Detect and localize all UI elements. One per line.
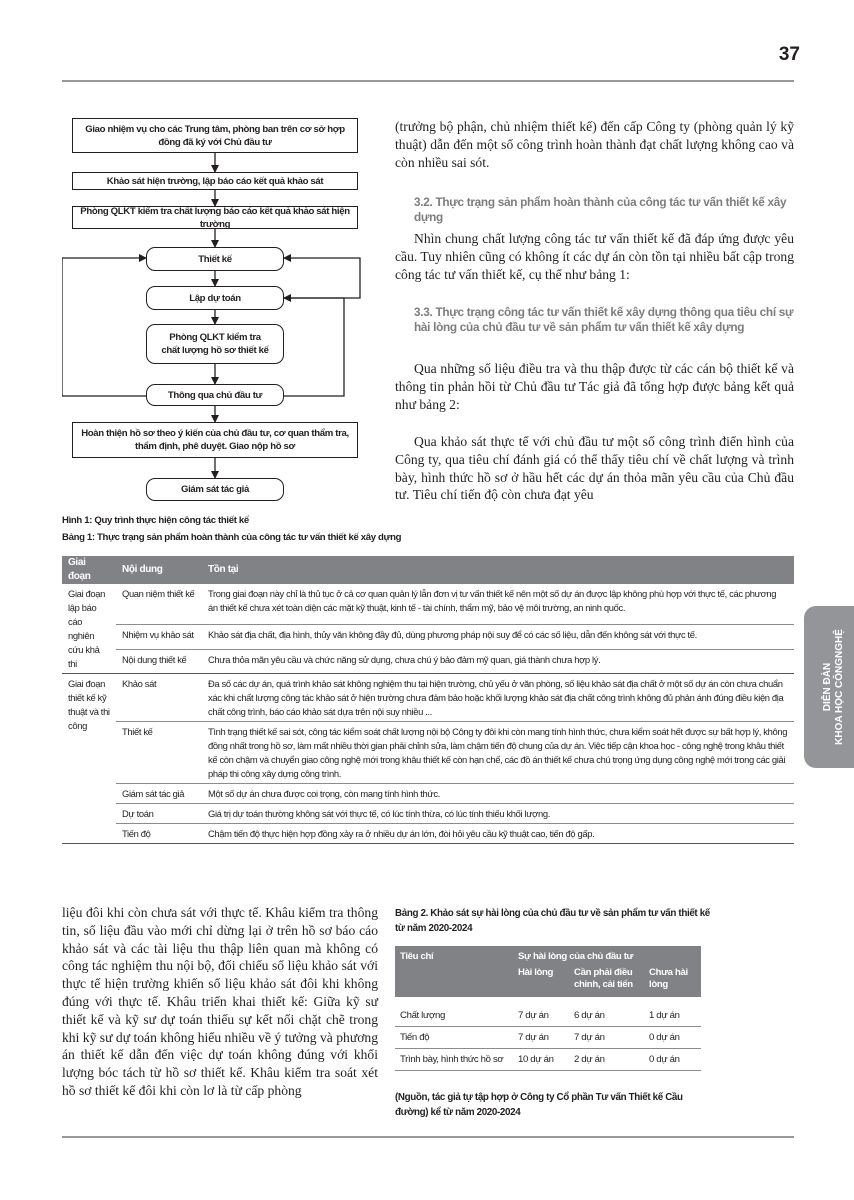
table-row: [62, 625, 794, 649]
table-row: [62, 584, 794, 625]
page-number: 37: [778, 44, 800, 65]
table2-header-row: [395, 946, 701, 965]
table1-issue-cell: Khảo sát địa chất, địa hình, thủy văn không đầy đủ, dùng phương pháp nội suy để có các số liệu, dẫn đến không sát với thực tế.: [202, 625, 794, 649]
table2-value-cell: 10 dự án: [513, 1049, 569, 1071]
table-row: [62, 722, 794, 784]
table2-criteria-cell: Chất lượng: [395, 1005, 513, 1027]
table1-content-cell: Dự toán: [116, 804, 202, 824]
table1-issue-cell: Một số dự án chưa được coi trọng, còn mang tính hình thức.: [202, 784, 794, 804]
flow-step-supervision: Giám sát tác giả: [146, 478, 284, 501]
right-para-1: (trưởng bộ phận, chủ nhiệm thiết kế) đến cấp Công ty (phòng quản lý kỹ thuật) dẫn đến một số công trình hoàn thành đạt chất lượng không cao và còn nhiều sai sót.: [395, 119, 794, 170]
table2-value-cell: 2 dự án: [569, 1049, 644, 1071]
side-tab-line2: KHOA HỌC CÔNGNGHỆ: [834, 629, 845, 745]
table2-subheader-unsatisfied: Chưa hài lòng: [644, 965, 701, 997]
table2-value-cell: 7 dự án: [513, 1027, 569, 1049]
table-row: [62, 804, 794, 824]
flowchart: [62, 108, 380, 518]
top-divider: [62, 80, 794, 82]
table-row: [62, 784, 794, 804]
table-row: [395, 1005, 701, 1027]
loop-arrow-right-outer: [284, 258, 360, 298]
table2-source: (Nguồn, tác giả tự tập hợp ở Công ty Cổ phần Tư vấn Thiết kế Cầu đường) kể từ năm 2020-2024: [395, 1092, 683, 1118]
table1-content-cell: Tiến độ: [116, 824, 202, 844]
flow-step-assign: Giao nhiệm vụ cho các Trung tâm, phòng ban trên cơ sở hợp đồng đã ký với Chủ đầu tư: [72, 118, 358, 153]
table2-header-criteria: Tiêu chí: [395, 946, 513, 997]
table1-issue-cell: Chưa thỏa mãn yêu cầu và chức năng sử dụng, chưa chú ý bảo đảm mỹ quan, giá thành chưa hợp lý.: [202, 649, 794, 673]
table1-content-cell: Thiết kế: [116, 722, 202, 784]
loop-arrow-right-inner: [284, 298, 344, 396]
table2-value-cell: 7 dự án: [569, 1027, 644, 1049]
flow-step-investor: Thông qua chủ đầu tư: [146, 384, 284, 406]
table1-phase-cell: Giai đoạn thiết kế kỹ thuật và thi công: [62, 674, 116, 844]
flow-step-finalize: Hoàn thiện hồ sơ theo ý kiến của chủ đầu tư, cơ quan thẩm tra, thẩm định, phê duyệt. Giao nộp hồ sơ: [72, 422, 358, 458]
table1-content-cell: Quan niệm thiết kế: [116, 584, 202, 625]
table-row: [62, 674, 794, 722]
table2-criteria-cell: Trình bày, hình thức hồ sơ: [395, 1049, 513, 1071]
side-tab-line1: DIỄN ĐÀN: [822, 662, 833, 712]
table-row: [62, 649, 794, 673]
table1-content-cell: Nội dung thiết kế: [116, 649, 202, 673]
left-bottom-para: liệu đôi khi còn chưa sát với thực tế. Khâu kiểm tra thông tin, số liệu đầu vào mới chỉ dừng lại ở trên hồ sơ báo cáo khảo sát và các tài liệu thu thập liên quan mà không có công tác nghiệm thu nội bộ, đối chiếu số liệu khảo sát với thực tế hiện trường khiến số liệu khảo sát đôi khi không đúng với thực tế. Khâu triển khai thiết kế: Giữa kỹ sư thiết kế và kỹ sư dự toán thiếu sự kết nối chặt chẽ trong khi kỹ sư dự toán không hiểu nhiều về ý tưởng và phương án thiết kế dẫn đến việc dự toán không đúng với khối lượng bóc tách từ hồ sơ thiết kế. Khâu kiểm tra soát xét hồ sơ thiết kế đôi khi còn lơ là từ cấp phòng: [62, 905, 378, 1098]
right-para-2: Nhìn chung chất lượng công tác tư vấn thiết kế đã đáp ứng được yêu cầu. Tuy nhiên cũng có không ít các dự án còn tồn tại nhiều bất cập trong công tác tư vấn thiết kế, cụ thể như bảng 1:: [395, 231, 794, 282]
table1-issue-cell: Chậm tiến độ thực hiện hợp đồng xảy ra ở nhiều dự án lớn, đòi hỏi yêu cầu kỹ thuật cao, tiến độ gấp.: [202, 824, 794, 844]
flow-step-survey-check: Phòng QLKT kiểm tra chất lượng báo cáo kết quả khảo sát hiện trường: [72, 206, 358, 229]
table-row: [62, 824, 794, 844]
table1-content-cell: Nhiệm vụ khảo sát: [116, 625, 202, 649]
table1-header-phase: Giai đoạn: [62, 556, 116, 584]
table-row: [395, 1027, 701, 1049]
table1-header-row: [62, 556, 794, 584]
table2-header-group: Sự hài lòng của chủ đầu tư: [513, 946, 701, 965]
table1-header-content: Nội dung: [116, 556, 202, 584]
side-tab-label: [822, 629, 846, 745]
table1-issue-cell: Tình trạng thiết kế sai sót, công tác kiểm soát chất lượng nội bộ Công ty đôi khi còn mang tính hình thức, chưa kiểm soát hết được sự bất hợp lý, không đồng nhất trong hồ sơ, làm mất nhiều thời gian phải chỉnh sửa, làm chậm tiến độ chung của dự án. Việc tiếp cận khoa học - công nghệ trong khâu thiết kế còn chậm và chuyển giao công nghệ mới trong khâu thiết kế còn hạn chế, các đồ án thiết kế chưa chú trọng ứng dụng công nghệ mới trong các giải pháp thi công xây dựng công trình.: [202, 722, 794, 784]
table2-value-cell: 7 dự án: [513, 1005, 569, 1027]
section-heading-3-3: 3.3. Thực trạng công tác tư vấn thiết kế xây dựng thông qua tiêu chí sự hài lòng của chủ đầu tư về sản phẩm tư vấn thiết kế xây dựng: [414, 305, 794, 334]
table1-content-cell: Khảo sát: [116, 674, 202, 722]
table1: [62, 556, 794, 844]
table2-criteria-cell: Tiến độ: [395, 1027, 513, 1049]
table-row: [395, 1049, 701, 1071]
flow-step-design: Thiết kế: [146, 247, 284, 271]
bottom-divider: [62, 1136, 794, 1138]
table1-issue-cell: Trong giai đoạn này chỉ là thủ tục ở cả cơ quan quản lý lẫn đơn vị tư vấn thiết kế nên một số dự án được lập không phù hợp với thực tế, các phương án thiết kế chưa xét toàn diện các mặt kỹ thuật, kinh tế - tài chính, thẩm mỹ, bảo vệ môi trường, an ninh quốc.: [202, 584, 794, 625]
table2-value-cell: 0 dự án: [644, 1027, 701, 1049]
table2-value-cell: 1 dự án: [644, 1005, 701, 1027]
table2-value-cell: 6 dự án: [569, 1005, 644, 1027]
flow-step-design-check: Phòng QLKT kiểm tra chất lượng hồ sơ thiết kế: [146, 324, 284, 364]
table1-content-cell: Giám sát tác giả: [116, 784, 202, 804]
table2-value-cell: 0 dự án: [644, 1049, 701, 1071]
table1-issue-cell: Giá trị dự toán thường không sát với thực tế, có lúc tính thừa, có lúc tính thiếu khối lượng.: [202, 804, 794, 824]
flow-step-survey: Khảo sát hiện trường, lập báo cáo kết quả khảo sát: [72, 172, 358, 190]
side-tab: [804, 606, 854, 768]
table1-header-issues: Tồn tại: [202, 556, 794, 584]
right-para-4: Qua khảo sát thực tế với chủ đầu tư một số công trình điển hình của Công ty, qua tiêu chí đánh giá có thể thấy tiêu chí về chất lượng và trình bày, hình thức hồ sơ ở hầu hết các dự án thỏa mãn yêu cầu của Chủ đầu tư. Tiêu chí tiến độ còn chưa đạt yêu: [395, 434, 794, 503]
table1-phase-cell: Giai đoạn lập báo cáo nghiên cứu khả thi: [62, 584, 116, 674]
flow-step-estimate: Lập dự toán: [146, 286, 284, 310]
table2: [395, 946, 701, 1071]
table2-subheader-satisfied: Hài lòng: [513, 965, 569, 997]
table2-subheader-adjust: Cần phải điều chỉnh, cải tiến: [569, 965, 644, 997]
right-para-3: Qua những số liệu điều tra và thu thập được từ các cán bộ thiết kế và thông tin phản hồi từ Chủ đầu tư Tác giả đã tổng hợp được bảng kết quả như bảng 2:: [395, 361, 794, 412]
loop-arrow-left: [62, 258, 146, 396]
figure-caption: Hình 1: Quy trình thực hiện công tác thiết kế: [62, 515, 249, 526]
table2-caption: Bảng 2. Khảo sát sự hài lòng của chủ đầu tư về sản phẩm tư vấn thiết kế từ năm 2020-2024: [395, 908, 710, 934]
table1-issue-cell: Đa số các dự án, quá trình khảo sát không nghiệm thu tại hiện trường, chủ yếu ở văn phòng, số liệu khảo sát địa chất ở một số dự án còn chưa chuẩn xác khi chất lượng công tác khảo sát ở hiện trường chưa đảm bảo hoặc khối lượng khảo sát địa chất công trình không đủ phản ánh đúng điều kiện địa chất công trình, báo cáo khảo sát dựa trên nội suy nhiều ...: [202, 674, 794, 722]
table1-caption: Bảng 1: Thực trạng sản phẩm hoàn thành của công tác tư vấn thiết kế xây dựng: [62, 532, 402, 543]
section-heading-3-2: 3.2. Thực trạng sản phẩm hoàn thành của công tác tư vấn thiết kế xây dựng: [414, 195, 787, 224]
